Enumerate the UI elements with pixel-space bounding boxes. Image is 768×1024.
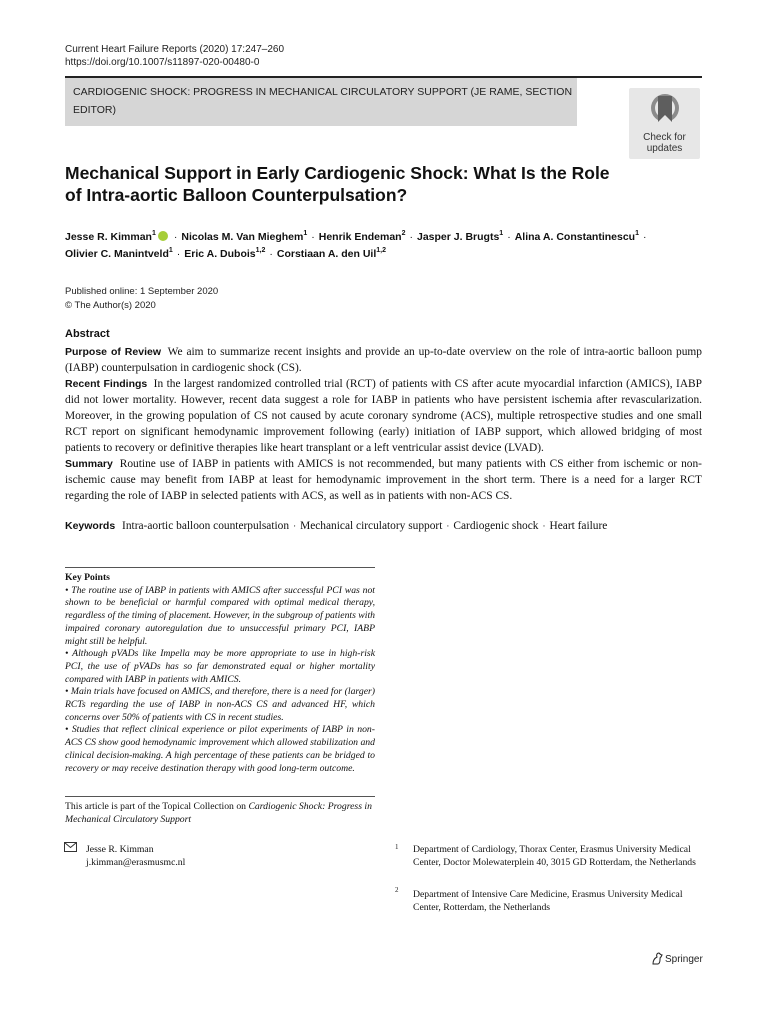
keywords: Keywords Intra-aortic balloon counterpulsation · Mechanical circulatory support · Cardiogenic shock · Heart failure xyxy=(65,520,608,532)
topical-collection-note xyxy=(65,800,380,826)
topical-collection-link[interactable]: Cardiogenic Shock: Progress in Mechanical Circulatory Support xyxy=(65,801,372,825)
copyright: © The Author(s) 2020 xyxy=(65,300,156,311)
publisher-name: Springer xyxy=(665,954,703,965)
author-name[interactable]: Jesse R. Kimman xyxy=(65,231,152,243)
key-point-item: • Although pVADs like Impella may be more appropriate to use in high-risk PCI, the use of pVADs has so far demonstrated equal or higher mortality compared with IABP in patients with AMICS. xyxy=(65,648,375,685)
author-affiliation: 1,2 xyxy=(255,247,266,254)
author-name[interactable]: Henrik Endeman xyxy=(318,231,402,243)
doi-link[interactable]: https://doi.org/10.1007/s11897-020-00480-0 xyxy=(65,57,260,68)
key-point-item: • Studies that reflect clinical experience or pilot experiments of IABP in non-ACS CS show good hemodynamic improvement which allowed stabilization and clinical decision-making. A high percentage of these patients can be bridged to recovery or may receive destination therapy with good long-term outcome. xyxy=(65,724,375,774)
author-name[interactable]: Corstiaan A. den Uil xyxy=(276,248,377,260)
keyword[interactable]: Mechanical circulatory support xyxy=(300,520,443,532)
key-points-top-rule xyxy=(65,567,375,568)
journal-header xyxy=(65,43,284,69)
keyword[interactable]: Cardiogenic shock xyxy=(453,520,539,532)
orcid-icon[interactable] xyxy=(158,231,168,241)
keywords-label: Keywords xyxy=(65,520,116,532)
topical-prefix: This article is part of the Topical Collection on xyxy=(65,801,247,812)
abstract-findings xyxy=(65,376,702,456)
author-name[interactable]: Nicolas M. Van Mieghem xyxy=(181,231,304,243)
article-title: Mechanical Support in Early Cardiogenic Shock: What Is the Role of Intra-aortic Balloon Counterpulsation? xyxy=(65,163,610,205)
affiliation-text: Department of Intensive Care Medicine, Erasmus University Medical Center, Rotterdam, the Netherlands xyxy=(413,889,683,913)
badge-label xyxy=(629,132,700,154)
abstract-purpose xyxy=(65,344,702,376)
check-for-updates-badge[interactable] xyxy=(629,88,700,159)
abstract-body xyxy=(65,344,702,504)
author-affiliation: 1 xyxy=(499,230,504,237)
key-points-box xyxy=(65,572,375,775)
purpose-label: Purpose of Review xyxy=(65,346,161,358)
summary-label: Summary xyxy=(65,458,113,470)
author-name[interactable]: Alina A. Constantinescu xyxy=(514,231,636,243)
keyword[interactable]: Heart failure xyxy=(549,520,608,532)
author-name[interactable]: Jasper J. Brugts xyxy=(417,231,500,243)
keyword[interactable]: Intra-aortic balloon counterpulsation xyxy=(122,520,290,532)
badge-line-1: Check for xyxy=(643,132,686,143)
key-points-list xyxy=(65,585,375,776)
springer-horse-icon xyxy=(651,952,663,965)
contact-email[interactable]: j.kimman@erasmusmc.nl xyxy=(86,857,186,868)
author-list: Jesse R. Kimman$^1$ · Nicolas M. Van Mieghem$^1$ · Henrik Endeman$^2$ · Jasper J. Brugts$^1$ · Alina A. Constantinescu$^1$ · Olivier C. Manintveld$^1$ · Eric A. Dubois$^{1,2}$ · Corstiaan A. den Uil$^{1,2}$ xyxy=(65,230,647,260)
author-affiliation: 1 xyxy=(303,230,308,237)
contact-name: Jesse R. Kimman xyxy=(86,844,154,855)
findings-text: In the largest randomized controlled trial (RCT) of patients with CS after acute myocardial infarction (AMICS), IABP did not lower mortality. However, recent data suggest a role for IABP in patients who have persistent ischemia after revascularization. Moreover, in the growing population of CS not caused by acute coronary syndrome (ACS), multiple retrospective studies and one small RCT report on significant hemodynamic improvement following (early) initiation of IABP support, which allowed bridging of most patients to recovery or definitive therapies like heart transplant or a left ventricular assist device (LVAD). xyxy=(65,378,702,454)
published-online: Published online: 1 September 2020 xyxy=(65,286,219,297)
publication-info xyxy=(65,285,218,313)
key-points-title: Key Points xyxy=(65,572,110,583)
author-affiliation: 1,2 xyxy=(376,247,386,254)
author-affiliation: 2 xyxy=(401,230,406,237)
publisher-logo xyxy=(651,952,703,965)
author-affiliation: 1 xyxy=(151,230,156,237)
section-band-text: CARDIOGENIC SHOCK: PROGRESS IN MECHANICAL CIRCULATORY SUPPORT (JE RAME, SECTION EDITOR) xyxy=(73,86,573,116)
key-point-item: • Main trials have focused on AMICS, and therefore, there is a need for (larger) RCTs regarding the use of IABP in non-ACS CS and advanced HF, which concerns over 50% of patients with CS in recent studies. xyxy=(65,686,375,723)
affiliation-text: Department of Cardiology, Thorax Center, Erasmus University Medical Center, Doctor Molewaterplein 40, 3015 GD Rotterdam, the Netherlands xyxy=(413,844,696,868)
author-name[interactable]: Eric A. Dubois xyxy=(184,248,256,260)
affiliation-number: 1 xyxy=(395,843,399,851)
author-affiliation: 1 xyxy=(635,230,639,237)
journal-citation: Current Heart Failure Reports (2020) 17:247–260 xyxy=(65,44,285,55)
author-name[interactable]: Olivier C. Manintveld xyxy=(65,248,169,260)
summary-text: Routine use of IABP in patients with AMICS is not recommended, but many patients with CS either from ischemic or non-ischemic cause may benefit from IABP at least for hemodynamic improvement in the short term. There is a need for a larger RCT regarding the role of IABP in selected patients with ACS, as well as in patients with non-ACS CS. xyxy=(65,458,702,502)
abstract-summary xyxy=(65,456,702,504)
badge-line-2: updates xyxy=(646,143,683,154)
corresponding-author xyxy=(86,843,185,869)
abstract-heading: Abstract xyxy=(65,328,110,340)
author-affiliation: 1 xyxy=(168,247,173,254)
purpose-text: We aim to summarize recent insights and provide an up-to-date overview on the role of intra-aortic balloon pump (IABP) counterpulsation in cardiogenic shock (CS). xyxy=(65,346,702,374)
affiliation-number: 2 xyxy=(395,886,399,894)
findings-label: Recent Findings xyxy=(65,378,148,390)
key-point-item: • The routine use of IABP in patients with AMICS after successful PCI was not shown to be beneficial or harmful compared with optimal medical therapy, regardless of the timing of placement. However, in the subgroup of patients with impaired coronary autoregulation due to unsuccessful primary PCI, IABP might still be helpful. xyxy=(65,584,375,647)
key-points-bottom-rule xyxy=(65,796,375,797)
envelope-icon xyxy=(64,842,78,853)
crossmark-icon xyxy=(650,92,680,130)
